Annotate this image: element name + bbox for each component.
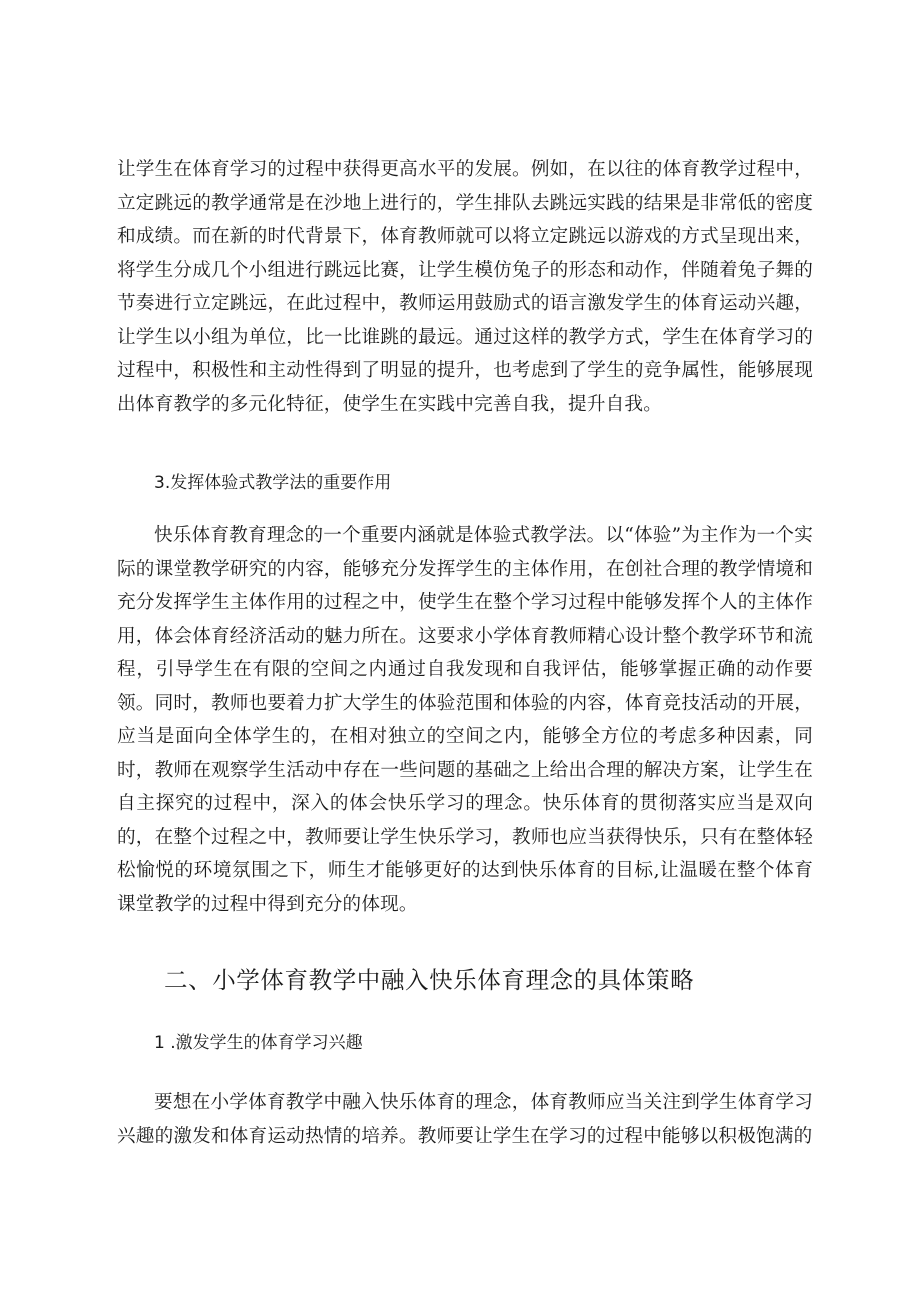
paragraph-standing-long-jump: 让学生在体育学习的过程中获得更高水平的发展。例如，在以往的体育教学过程中，立定跳远的教学通常是在沙地上进行的，学生排队去跳远实践的结果是非常低的密度和成绩。而在新的时代背景下，体育教师就可以将立定跳远以游戏的方式呈现出来，将学生分成几个小组进行跳远比赛，让学生模仿兔子的形态和动作，伴随着兔子舞的节奏进行立定跳远，在此过程中，教师运用鼓励式的语言激发学生的体育运动兴趣，让学生以小组为单位，比一比谁跳的最远。通过这样的教学方式，学生在体育学习的过程中，积极性和主动性得到了明显的提升，也考虑到了学生的竞争属性，能够展现出体育教学的多元化特征，使学生在实践中完善自我，提升自我。 (117, 159, 813, 415)
paragraph-stimulate-interest: 要想在小学体育教学中融入快乐体育的理念，体育教师应当关注到学生体育学习兴趣的激发和体育运动热情的培养。教师要让学生在学习的过程中能够以积极饱满的 (117, 1092, 813, 1147)
paragraph-experiential-teaching: 快乐体育教育理念的一个重要内涵就是体验式教学法。以“体验”为主作为一个实际的课堂教学研究的内容，能够充分发挥学生的主体作用，在创社合理的教学情境和充分发挥学生主体作用的过程之中，使学生在整个学习过程中能够发挥个人的主体作用，体会体育经济活动的魅力所在。这要求小学体育教师精心设计整个教学环节和流程，引导学生在有限的空间之内通过自我发现和自我评估，能够掌握正确的动作要领。同时，教师也要着力扩大学生的体验范围和体验的内容，体育竞技活动的开展，应当是面向全体学生的，在相对独立的空间之内，能够全方位的考虑多种因素，同时，教师在观察学生活动中存在一些问题的基础之上给出合理的解决方案，让学生在自主探究的过程中，深入的体会快乐学习的理念。快乐体育的贯彻落实应当是双向的，在整个过程之中，教师要让学生快乐学习，教师也应当获得快乐，只有在整体轻松愉悦的环境氛围之下，师生才能够更好的达到快乐体育的目标,让温暖在整个体育课堂教学的过程中得到充分的体现。 (117, 525, 813, 915)
subheading-experiential-teaching: 3.发挥体验式教学法的重要作用 (154, 473, 392, 493)
section-title-strategies: 二、小学体育教学中融入快乐体育理念的具体策略 (164, 966, 695, 994)
subheading-stimulate-interest: 1 .激发学生的体育学习兴趣 (154, 1033, 363, 1053)
